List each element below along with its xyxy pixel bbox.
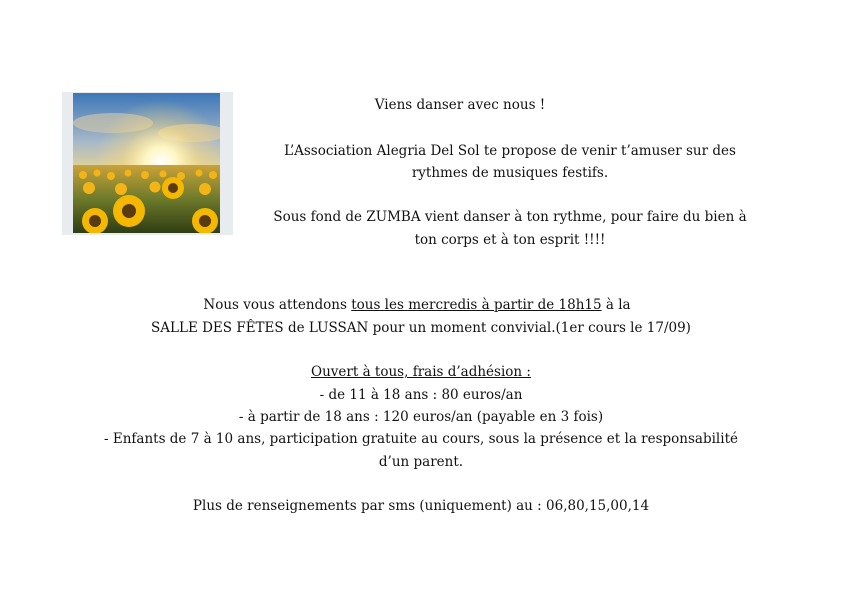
photo-frame <box>62 92 233 235</box>
intro-line-2: rythmes de musiques festifs. <box>411 165 609 181</box>
pricing-title: Ouvert à tous, frais d’adhésion : <box>311 364 531 380</box>
intro-line-1: L’Association Alegria Del Sol te propose de venir t’amuser sur des <box>284 143 736 159</box>
pricing-item-1: - de 11 à 18 ans : 80 euros/an <box>319 387 523 403</box>
schedule-line-2: SALLE DES FÊTES de LUSSAN pour un moment convivial.(1er cours le 17/09) <box>151 320 691 336</box>
sunflower-photo <box>73 93 220 233</box>
zumba-line-1: Sous fond de ZUMBA vient danser à ton rythme, pour faire du bien à <box>273 209 747 225</box>
schedule-day-time: tous les mercredis à partir de 18h15 <box>351 297 602 313</box>
heading: Viens danser avec nous ! <box>374 97 546 113</box>
zumba-line-2: ton corps et à ton esprit !!!! <box>414 232 606 248</box>
schedule-pre: Nous vous attendons <box>203 297 352 313</box>
sunflower-field-icon <box>73 93 220 233</box>
pricing-item-3-line-2: d’un parent. <box>378 454 464 470</box>
contact-line: Plus de renseignements par sms (uniquement) au : 06,80,15,00,14 <box>192 498 650 514</box>
schedule-post: à la <box>601 297 631 313</box>
pricing-item-2: - à partir de 18 ans : 120 euros/an (payable en 3 fois) <box>238 409 604 425</box>
pricing-item-3-line-1: - Enfants de 7 à 10 ans, participation gratuite au cours, sous la présence et la responsabilité <box>104 431 738 447</box>
schedule-line-1 <box>0 297 838 313</box>
